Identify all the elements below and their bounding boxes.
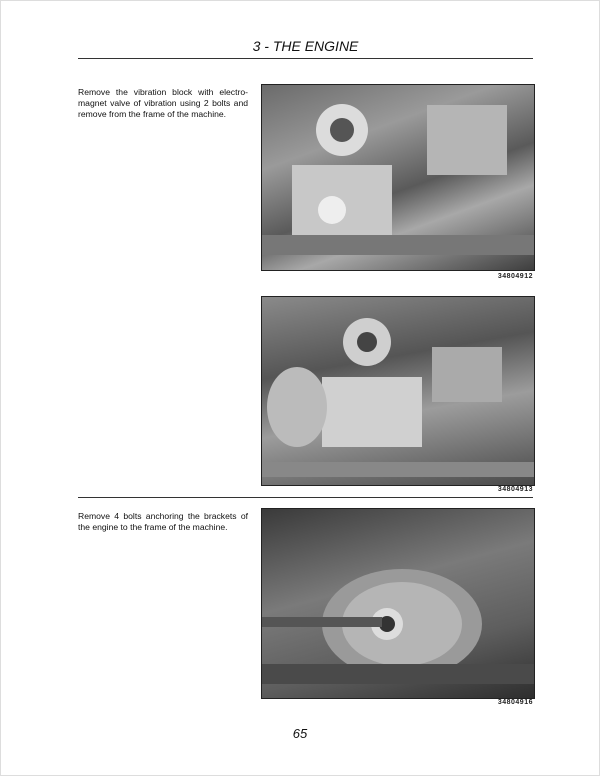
photo-engine-brackets	[261, 508, 535, 699]
photo-vibration-block-removal	[261, 296, 535, 486]
photo-vibration-block	[261, 84, 535, 271]
section-title: 3 - THE ENGINE	[252, 38, 359, 54]
page-number: 65	[292, 726, 308, 741]
figure-caption-3: 34804916	[497, 699, 533, 706]
header-rule	[78, 58, 533, 59]
figure-caption-1: 34804912	[497, 273, 533, 280]
step-text-1: Remove the vibration block with electro-magnet valve of vibration using 2 bolts and remove from the frame of the machine.	[78, 87, 248, 119]
section-divider	[78, 497, 533, 498]
step-text-2: Remove 4 bolts anchoring the brackets of the engine to the frame of the machine.	[78, 511, 248, 532]
figure-caption-2: 34804913	[497, 486, 533, 493]
